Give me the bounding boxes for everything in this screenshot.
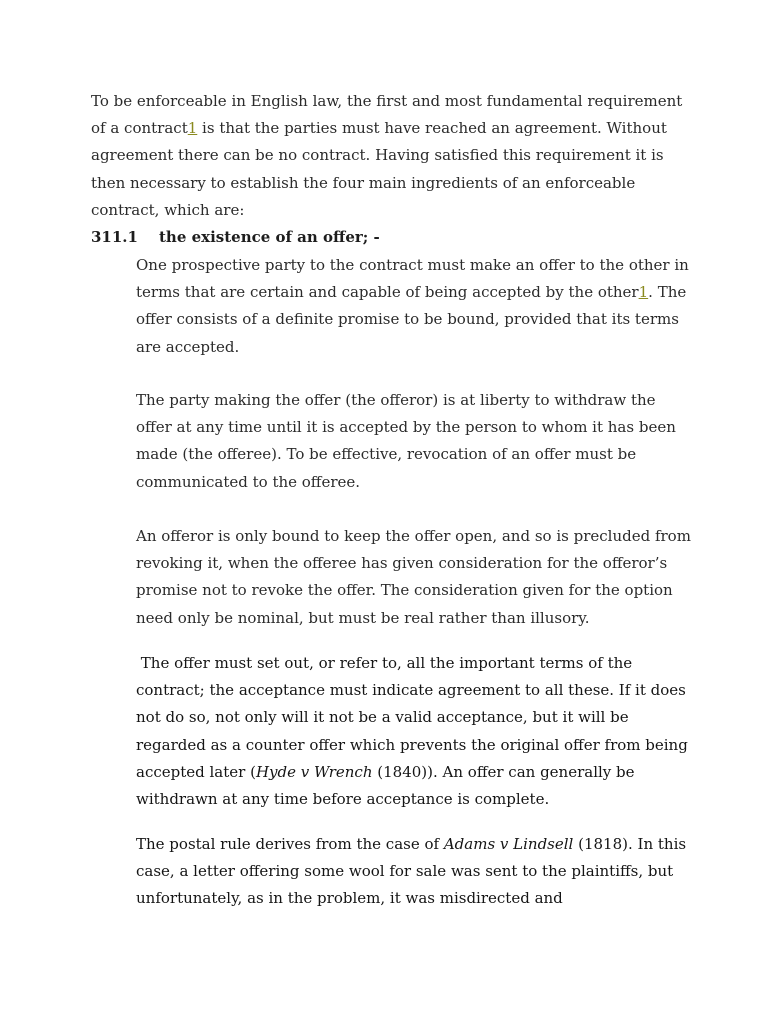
p5-text-b: (1818). In this case, a letter offering some wool for sale was sent to the plaintiffs, but unfortunately, as in the problem, it was misdirected and bbox=[136, 835, 687, 908]
p5-text-a: The postal rule derives from the case of bbox=[136, 835, 444, 853]
p4-text-b: (1840)). An offer can generally be withdrawn at any time before acceptance is complete. bbox=[136, 762, 640, 809]
case-name: Adams v Lindsell bbox=[443, 835, 574, 853]
p4-text-a: The offer must set out, or refer to, all the important terms of the contract; the acceptance must indicate agreement to all these. If it does not do so, not only will it not be a valid acceptance, but it will be regarded as a counter offer which prevents the original offer from being accepted later ( bbox=[136, 654, 693, 781]
offer-paragraph-4 bbox=[136, 650, 696, 813]
footnote-link[interactable]: 1 bbox=[187, 119, 198, 138]
p1-text-a: One prospective party to the contract must make an offer to the other in terms that are certain and capable of being accepted by the other bbox=[136, 256, 689, 302]
section-heading bbox=[91, 224, 380, 251]
offer-paragraph-2: The party making the offer (the offeror) is at liberty to withdraw the offer at any time until it is accepted by the person to whom it has been made (the offeree). To be effective, revocation of an offer must be communicated to the offeree. bbox=[136, 391, 676, 491]
case-name: Hyde v Wrench bbox=[255, 762, 373, 781]
intro-text-2: is that the parties must have reached an agreement. Without agreement there can be no contract. Having satisfied this requirement it is then necessary to establish the four main ingredients of an enforceable contract, which are: bbox=[91, 119, 667, 219]
intro-text-1: To be enforceable in English law, the first and most fundamental requirement of a contract bbox=[91, 92, 683, 138]
p1-text-b: . The offer consists of a definite promise to be bound, provided that its terms are accepted. bbox=[136, 283, 687, 356]
intro-paragraph bbox=[91, 88, 691, 224]
offer-paragraph-1 bbox=[136, 252, 696, 361]
offer-paragraph-3: An offeror is only bound to keep the offer open, and so is precluded from revoking it, when the offeree has given consideration for the offeror’s promise not to revoke the offer. The consideration given for the option need only be nominal, but must be real rather than illusory. bbox=[136, 527, 691, 627]
footnote-link[interactable]: 1 bbox=[638, 283, 649, 302]
section-number: 311.1 bbox=[91, 228, 138, 246]
offer-paragraph-5 bbox=[136, 831, 696, 913]
section-title: the existence of an offer; - bbox=[159, 228, 380, 246]
